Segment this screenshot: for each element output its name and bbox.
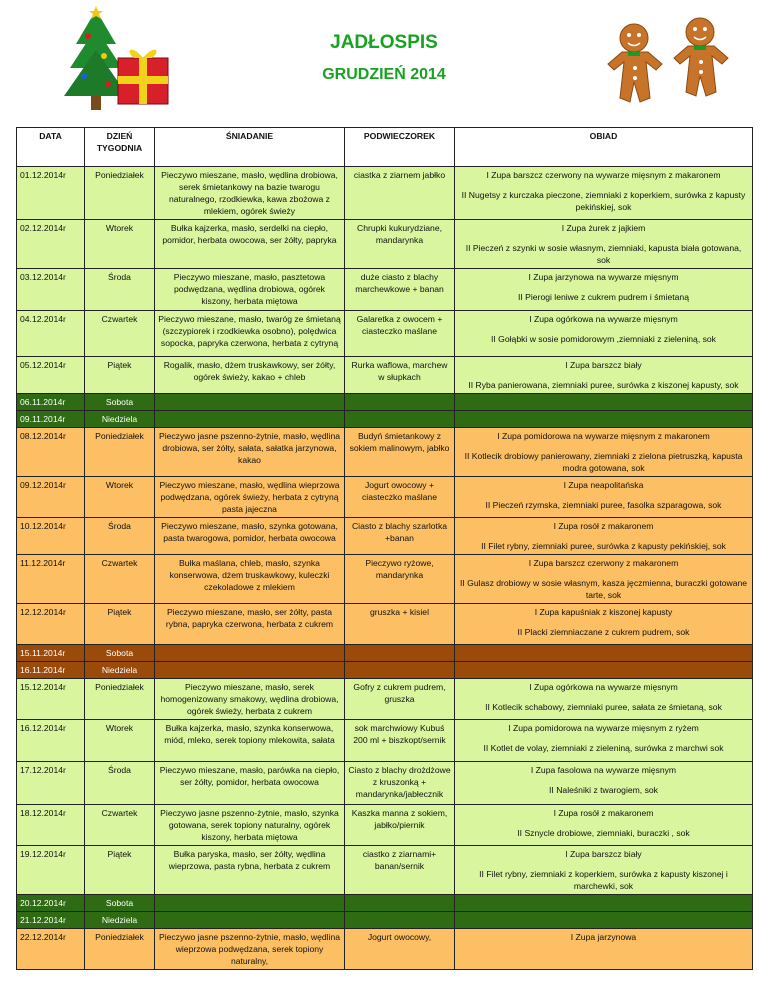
date-cell: 08.12.2014r	[17, 428, 85, 477]
day-cell: Piątek	[85, 357, 155, 394]
table-row	[17, 518, 753, 555]
snack-cell: Jogurt owocowy,	[345, 929, 455, 970]
table-row	[17, 411, 753, 428]
dinner-soup: I Zupa barszcz biały	[565, 360, 642, 370]
dinner-cell	[455, 269, 753, 311]
table-row	[17, 895, 753, 912]
day-cell: Czwartek	[85, 555, 155, 604]
empty-cell	[345, 394, 455, 411]
table-row	[17, 679, 753, 720]
empty-cell	[345, 895, 455, 912]
day-cell: Niedziela	[85, 912, 155, 929]
dinner-cell	[455, 762, 753, 805]
date-cell: 01.12.2014r	[17, 167, 85, 220]
dinner-soup: I Zupa jarzynowa	[570, 932, 637, 942]
column-header-dinner: OBIAD	[455, 128, 753, 167]
dinner-main-course: II Gulasz drobiowy w sosie własnym, kasza jęczmienna, buraczki gotowane tarte, sok	[459, 578, 748, 600]
date-cell: 16.11.2014r	[17, 662, 85, 679]
date-cell: 06.11.2014r	[17, 394, 85, 411]
day-cell: Sobota	[85, 895, 155, 912]
snack-cell: Gofry z cukrem pudrem, gruszka	[345, 679, 455, 720]
empty-cell	[345, 645, 455, 662]
dinner-main-course: II Ryba panierowana, ziemniaki puree, surówka z kiszonej kapusty, sok	[468, 380, 739, 390]
day-cell: Wtorek	[85, 220, 155, 269]
day-cell: Piątek	[85, 604, 155, 645]
breakfast-cell: Bułka kajzerka, masło, serdelki na ciepło, pomidor, herbata owocowa, ser żółty, papryka	[155, 220, 345, 269]
day-cell: Poniedziałek	[85, 167, 155, 220]
breakfast-cell: Pieczywo jasne pszenno-żytnie, masło, wędlina drobiowa, ser żółty, sałata, sałatka jarzynowa, kakao	[155, 428, 345, 477]
day-cell: Piątek	[85, 846, 155, 895]
dinner-soup: I Zupa ogórkowa na wywarze mięsnym	[529, 314, 678, 324]
date-cell: 11.12.2014r	[17, 555, 85, 604]
date-cell: 10.12.2014r	[17, 518, 85, 555]
empty-cell	[345, 662, 455, 679]
dinner-soup: I Zupa fasolowa na wywarze mięsnym	[530, 765, 677, 775]
snack-cell: ciastka z ziarnem jabłko	[345, 167, 455, 220]
dinner-main-course: II Pierogi leniwe z cukrem pudrem i śmietaną	[518, 292, 689, 302]
dinner-main-course: II Kotlecik drobiowy panierowany, ziemniaki z zielona pietruszką, kapusta modra gotowana, sok	[464, 451, 743, 473]
snack-cell: duże ciasto z blachy marchewkowe + banan	[345, 269, 455, 311]
table-row	[17, 477, 753, 518]
dinner-cell	[455, 357, 753, 394]
date-cell: 16.12.2014r	[17, 720, 85, 762]
date-cell: 05.12.2014r	[17, 357, 85, 394]
day-cell: Poniedziałek	[85, 679, 155, 720]
day-cell: Wtorek	[85, 720, 155, 762]
dinner-main-course: II Filet rybny, ziemniaki puree, surówka z kapusty pekińskiej, sok	[481, 541, 726, 551]
table-row	[17, 662, 753, 679]
table-row	[17, 394, 753, 411]
dinner-cell	[455, 555, 753, 604]
dinner-cell	[455, 846, 753, 895]
snack-cell: Kaszka manna z sokiem, jabłko/piernik	[345, 805, 455, 846]
empty-cell	[155, 411, 345, 428]
empty-cell	[455, 912, 753, 929]
menu-table	[16, 127, 753, 970]
breakfast-cell: Pieczywo jasne pszenno-żytnie, masło, wędlina wieprzowa podwędzana, serek topiony naturalny,	[155, 929, 345, 970]
snack-cell: Ciasto z blachy szarlotka +banan	[345, 518, 455, 555]
dinner-cell	[455, 604, 753, 645]
date-cell: 20.12.2014r	[17, 895, 85, 912]
dinner-main-course: II Sznycle drobiowe, ziemniaki, buraczki , sok	[517, 828, 690, 838]
snack-cell: Ciasto z blachy drożdżowe z kruszonką + mandarynka/jabłecznik	[345, 762, 455, 805]
breakfast-cell: Pieczywo mieszane, masło, wędlina drobiowa, serek śmietankowy na bazie twarogu naturalnego, rzodkiewka, kawa zbożowa z mlekiem, ogórek świeży	[155, 167, 345, 220]
dinner-cell	[455, 220, 753, 269]
dinner-cell	[455, 720, 753, 762]
menu-table-body	[17, 167, 753, 970]
dinner-main-course: II Pieczeń z szynki w sosie własnym, ziemniaki, kapusta biała gotowana, sok	[465, 243, 742, 265]
day-cell: Środa	[85, 269, 155, 311]
dinner-main-course: II Gołąbki w sosie pomidorowym ,ziemniaki z zieleniną, sok	[491, 334, 716, 344]
table-row	[17, 805, 753, 846]
date-cell: 19.12.2014r	[17, 846, 85, 895]
day-cell: Poniedziałek	[85, 929, 155, 970]
date-cell: 18.12.2014r	[17, 805, 85, 846]
date-cell: 09.12.2014r	[17, 477, 85, 518]
dinner-cell	[455, 167, 753, 220]
table-row	[17, 604, 753, 645]
day-cell: Środa	[85, 518, 155, 555]
breakfast-cell: Bułka paryska, masło, ser żółty, wędlina wieprzowa, pasta rybna, herbata z cukrem	[155, 846, 345, 895]
empty-cell	[455, 662, 753, 679]
snack-cell: sok marchwiowy Kubuś 200 ml + biszkopt/sernik	[345, 720, 455, 762]
dinner-cell	[455, 311, 753, 357]
breakfast-cell: Bułka maślana, chleb, masło, szynka konserwowa, dżem truskawkowy, kuleczki czekoladowe z mlekiem	[155, 555, 345, 604]
dinner-main-course: II Kotlecik schabowy, ziemniaki puree, sałata ze śmietaną, sok	[485, 702, 722, 712]
date-cell: 15.11.2014r	[17, 645, 85, 662]
day-cell: Poniedziałek	[85, 428, 155, 477]
breakfast-cell: Pieczywo mieszane, masło, szynka gotowana, pasta twarogowa, pomidor, herbata owocowa	[155, 518, 345, 555]
breakfast-cell: Pieczywo mieszane, masło, twaróg ze śmietaną (szczypiorek i rzodkiewka osobno), polędwica sopocka, papryka czerwona, herbata z cytryną	[155, 311, 345, 357]
table-row	[17, 555, 753, 604]
day-cell: Czwartek	[85, 311, 155, 357]
day-cell: Czwartek	[85, 805, 155, 846]
breakfast-cell: Pieczywo mieszane, masło, pasztetowa podwędzana, wędlina drobiowa, ogórek kiszony, herbata miętowa	[155, 269, 345, 311]
date-cell: 02.12.2014r	[17, 220, 85, 269]
breakfast-cell: Bułka kajzerka, masło, szynka konserwowa, miód, mleko, serek topiony mlekowita, sałata	[155, 720, 345, 762]
table-row	[17, 720, 753, 762]
date-cell: 22.12.2014r	[17, 929, 85, 970]
date-cell: 17.12.2014r	[17, 762, 85, 805]
empty-cell	[455, 394, 753, 411]
date-cell: 15.12.2014r	[17, 679, 85, 720]
dinner-main-course: II Kotlet de volay, ziemniaki z zieleniną, surówka z marchwi sok	[483, 743, 724, 753]
date-cell: 03.12.2014r	[17, 269, 85, 311]
snack-cell: gruszka + kisiel	[345, 604, 455, 645]
table-row	[17, 645, 753, 662]
empty-cell	[455, 645, 753, 662]
empty-cell	[455, 411, 753, 428]
column-header-date: DATA	[17, 128, 85, 167]
date-cell: 12.12.2014r	[17, 604, 85, 645]
dinner-soup: I Zupa pomidorowa na wywarze mięsnym z makaronem	[497, 431, 710, 441]
snack-cell: Pieczywo ryżowe, mandarynka	[345, 555, 455, 604]
empty-cell	[155, 662, 345, 679]
snack-cell: Budyń śmietankowy z sokiem malinowym, jabłko	[345, 428, 455, 477]
empty-cell	[155, 394, 345, 411]
table-row	[17, 428, 753, 477]
dinner-soup: I Zupa rosół z makaronem	[553, 521, 654, 531]
breakfast-cell: Pieczywo mieszane, masło, wędlina wieprzowa podwędzana, ogórek świeży, herbata z cytryną pasta jajeczna	[155, 477, 345, 518]
christmas-tree-icon	[62, 6, 172, 114]
dinner-soup: I Zupa neapolitańska	[563, 480, 644, 490]
empty-cell	[455, 895, 753, 912]
dinner-cell	[455, 477, 753, 518]
table-row	[17, 929, 753, 970]
gingerbread-men-icon	[600, 12, 740, 116]
empty-cell	[155, 895, 345, 912]
page-title: JADŁOSPIS	[330, 32, 438, 53]
dinner-main-course: II Naleśniki z twarogiem, sok	[549, 785, 658, 795]
day-cell: Sobota	[85, 645, 155, 662]
breakfast-cell: Pieczywo mieszane, masło, parówka na ciepło, ser żółty, pomidor, herbata owocowa	[155, 762, 345, 805]
column-header-snack: PODWIECZOREK	[345, 128, 455, 167]
snack-cell: Chrupki kukurydziane, mandarynka	[345, 220, 455, 269]
empty-cell	[345, 411, 455, 428]
dinner-main-course: II Pieczeń rzymska, ziemniaki puree, fasolka szparagowa, sok	[485, 500, 722, 510]
day-cell: Wtorek	[85, 477, 155, 518]
dinner-soup: I Zupa barszcz czerwony z makaronem	[528, 558, 679, 568]
page-subtitle: GRUDZIEŃ 2014	[322, 66, 446, 83]
table-row	[17, 912, 753, 929]
empty-cell	[155, 912, 345, 929]
snack-cell: Galaretka z owocem + ciasteczko maślane	[345, 311, 455, 357]
day-cell: Niedziela	[85, 411, 155, 428]
dinner-cell	[455, 428, 753, 477]
dinner-main-course: II Nugetsy z kurczaka pieczone, ziemniaki z koperkiem, surówka z kapusty pekińskiej, sok	[461, 190, 746, 212]
breakfast-cell: Rogalik, masło, dżem truskawkowy, ser żółty, ogórek świeży, kakao + chleb	[155, 357, 345, 394]
day-cell: Sobota	[85, 394, 155, 411]
dinner-soup: I Zupa jarzynowa na wywarze mięsnym	[528, 272, 679, 282]
dinner-cell	[455, 929, 753, 970]
day-cell: Środa	[85, 762, 155, 805]
table-row	[17, 167, 753, 220]
dinner-cell	[455, 518, 753, 555]
date-cell: 09.11.2014r	[17, 411, 85, 428]
dinner-main-course: II Placki ziemniaczane z cukrem pudrem, sok	[517, 627, 690, 637]
dinner-soup: I Zupa barszcz czerwony na wywarze mięsnym z makaronem	[486, 170, 721, 180]
dinner-soup: I Zupa kapuśniak z kiszonej kapusty	[534, 607, 673, 617]
dinner-cell	[455, 679, 753, 720]
breakfast-cell: Pieczywo mieszane, masło, ser żółty, pasta rybna, papryka czerwona, herbata z cukrem	[155, 604, 345, 645]
table-row	[17, 311, 753, 357]
table-row	[17, 269, 753, 311]
table-header	[17, 128, 753, 167]
dinner-soup: I Zupa żurek z jajkiem	[561, 223, 646, 233]
empty-cell	[155, 645, 345, 662]
dinner-soup: I Zupa rosół z makaronem	[553, 808, 654, 818]
table-row	[17, 220, 753, 269]
date-cell: 21.12.2014r	[17, 912, 85, 929]
dinner-soup: I Zupa barszcz biały	[565, 849, 642, 859]
dinner-soup: I Zupa pomidorowa na wywarze mięsnym z ryżem	[508, 723, 699, 733]
column-header-day: DZIEŃ TYGODNIA	[85, 128, 155, 167]
dinner-cell	[455, 805, 753, 846]
snack-cell: ciastko z ziarnami+ banan/sernik	[345, 846, 455, 895]
column-header-breakfast: ŚNIADANIE	[155, 128, 345, 167]
breakfast-cell: Pieczywo jasne pszenno-żytnie, masło, szynka gotowana, serek topiony naturalny, ogórek kiszony, herbata miętowa	[155, 805, 345, 846]
table-row	[17, 762, 753, 805]
table-row	[17, 846, 753, 895]
day-cell: Niedziela	[85, 662, 155, 679]
snack-cell: Rurka waflowa, marchew w słupkach	[345, 357, 455, 394]
date-cell: 04.12.2014r	[17, 311, 85, 357]
snack-cell: Jogurt owocowy + ciasteczko maślane	[345, 477, 455, 518]
dinner-soup: I Zupa ogórkowa na wywarze mięsnym	[529, 682, 678, 692]
dinner-main-course: II Filet rybny, ziemniaki z koperkiem, surówka z kapusty kiszonej i marchewki, sok	[479, 869, 728, 891]
empty-cell	[345, 912, 455, 929]
table-row	[17, 357, 753, 394]
breakfast-cell: Pieczywo mieszane, masło, serek homogenizowany smakowy, wędlina drobiowa, ogórek świeży, herbata z cukrem	[155, 679, 345, 720]
